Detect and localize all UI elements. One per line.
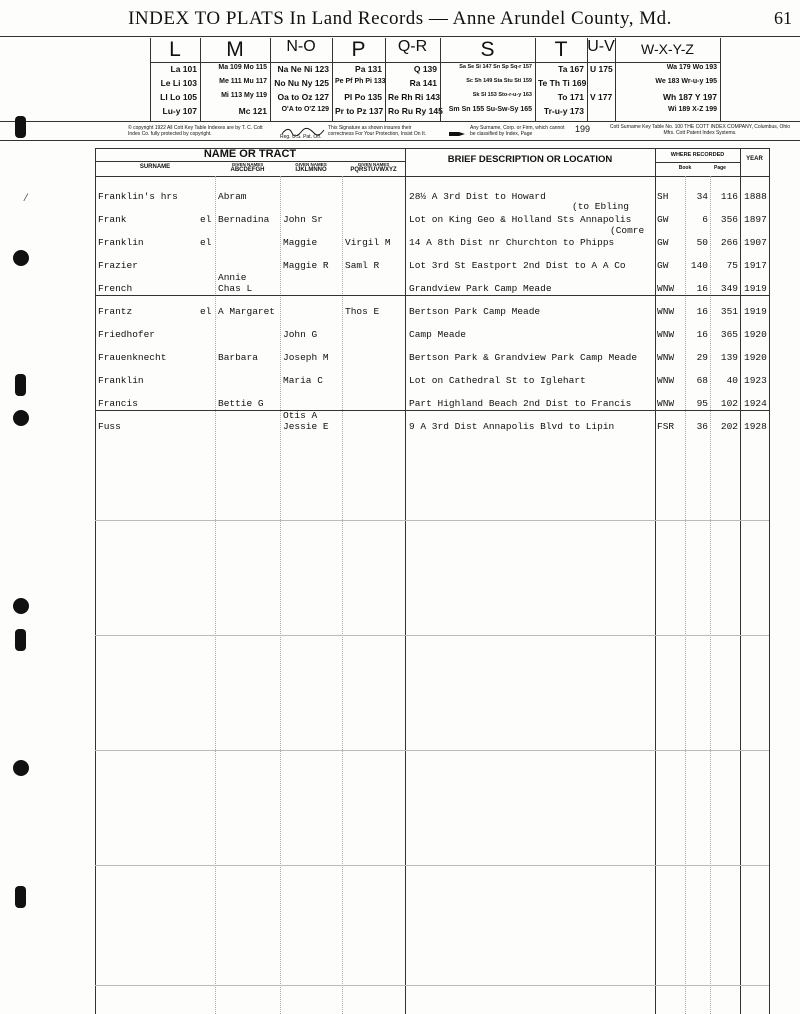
year-cell: 1907 xyxy=(744,237,767,248)
description-cell: Camp Meade xyxy=(409,329,467,340)
given-abcdefgh-upper-cell: Annie xyxy=(218,272,247,283)
given-ijklmnno-cell: Joseph M xyxy=(283,352,329,363)
tab-key: Sc Sh 149 Sta Stu Sti 159 xyxy=(466,78,532,84)
liber-cell: WNW xyxy=(657,375,675,386)
given-pqrstuvwxyz-cell: Saml R xyxy=(345,260,380,271)
company-notice: Cott Surname Key Table No. 100 THE COTT INDEX COMPANY, Columbus, Ohio Mfrs. Cott Patent Index Systems. xyxy=(609,124,791,136)
description-cell: Bertson Park & Grandview Park Camp Meade xyxy=(409,352,638,363)
tab-key: Oa to Oz 127 xyxy=(277,92,329,102)
tab-key: Pe Pf Ph Pi 133 xyxy=(335,78,386,85)
description-header: BRIEF DESCRIPTION OR LOCATION xyxy=(447,154,613,165)
year-cell: 1919 xyxy=(744,306,767,317)
letter-tab-u-v: U-V xyxy=(587,38,615,55)
page-number: 61 xyxy=(774,8,792,28)
page-cell: 356 xyxy=(720,214,738,225)
guide-g3 xyxy=(342,176,343,1014)
book-cell: 50 xyxy=(696,237,708,248)
guide-book xyxy=(685,176,686,1014)
tab-key: V 177 xyxy=(590,92,613,102)
tab-key: Re Rh Ri 143 xyxy=(388,92,440,102)
description-cell: Lot 3rd St Eastport 2nd Dist to A A Co xyxy=(409,260,626,271)
liber-cell: WNW xyxy=(657,329,675,340)
book-cell: 140 xyxy=(690,260,708,271)
surname-header: SURNAME xyxy=(139,164,171,170)
tab-key: Q 139 xyxy=(413,64,437,74)
tab-key: To 171 xyxy=(557,92,584,102)
tab-key: Le Li 103 xyxy=(160,78,197,88)
letter-tab-p: P xyxy=(351,38,366,61)
row-underline xyxy=(95,410,769,411)
given-ijklmnno-cell: Jessie E xyxy=(283,421,329,432)
given-abcdefgh-cell: Bettie G xyxy=(218,398,264,409)
given-names-pqrstuvwxyz: PQRSTUVWXYZ xyxy=(350,167,397,173)
binder-slot xyxy=(15,374,26,396)
guide-g2 xyxy=(280,176,281,1014)
margin-mark: / xyxy=(24,190,28,204)
letter-tab-t: T xyxy=(554,38,568,61)
given-names-label-1: GIVEN NAMES xyxy=(231,162,264,167)
tab-key: La 101 xyxy=(170,64,197,74)
page-cell: 40 xyxy=(726,375,738,386)
binder-slot xyxy=(15,886,26,908)
letter-tab-m: M xyxy=(226,38,244,61)
book-cell: 36 xyxy=(696,421,708,432)
given-pqrstuvwxyz-cell: Virgil M xyxy=(345,237,391,248)
letter-tab-l: L xyxy=(169,38,181,61)
description-cell: Lot on King Geo & Holland Sts Annapolis xyxy=(409,214,632,225)
row-underline xyxy=(95,295,769,296)
tab-key: Me 111 Mu 117 xyxy=(219,78,267,85)
given-names-label-2: GIVEN NAMES xyxy=(295,162,327,167)
book-header: Book xyxy=(678,165,692,171)
section-rule xyxy=(95,750,769,751)
book-cell: 68 xyxy=(696,375,708,386)
tab-key: Lu-y 107 xyxy=(162,106,197,116)
liber-cell: GW xyxy=(657,214,669,225)
description-cell: 9 A 3rd Dist Annapolis Blvd to Lipin xyxy=(409,421,615,432)
liber-cell: FSR xyxy=(657,421,675,432)
tab-key: O'A to O'Z 129 xyxy=(281,106,329,113)
tab-divider xyxy=(720,38,721,121)
tab-key: Te Th Ti 169 xyxy=(538,78,587,88)
tab-key: Mi 113 My 119 xyxy=(221,92,267,99)
tab-key: Pr to Pz 137 xyxy=(335,106,384,116)
page-cell: 365 xyxy=(720,329,738,340)
description-continuation-cell: (to Ebling xyxy=(572,201,630,212)
tab-key: Ma 109 Mo 115 xyxy=(218,64,267,71)
given-ijklmnno-cell: John G xyxy=(283,329,318,340)
tab-key: Na Ne Ni 123 xyxy=(277,64,329,74)
any-surname-page: 199 xyxy=(575,124,591,134)
surname-cell: Frauenknecht xyxy=(98,352,167,363)
tab-key: Sm Sn 155 Su-Sw-Sy 165 xyxy=(448,106,532,113)
pointing-hand-icon xyxy=(449,125,467,143)
description-cell: Bertson Park Camp Meade xyxy=(409,306,541,317)
tab-key: Ro Ru Ry 145 xyxy=(388,106,443,116)
surname-cell: Frank xyxy=(98,214,127,225)
liber-cell: WNW xyxy=(657,398,675,409)
surname-cell: Friedhofer xyxy=(98,329,156,340)
year-cell: 1919 xyxy=(744,283,767,294)
page-header: Page xyxy=(714,165,726,171)
tab-rule xyxy=(150,62,720,63)
tab-key: Wi 189 X-Z 199 xyxy=(668,106,717,113)
binder-hole xyxy=(13,250,29,266)
book-cell: 29 xyxy=(696,352,708,363)
page-cell: 202 xyxy=(720,421,738,432)
year-cell: 1928 xyxy=(744,421,767,432)
description-cell: 28½ A 3rd Dist to Howard xyxy=(409,191,546,202)
tab-key: Pa 131 xyxy=(355,64,382,74)
year-cell: 1897 xyxy=(744,214,767,225)
surname-cell: Frazier xyxy=(98,260,138,271)
given-ijklmnno-cell: Maria C xyxy=(283,375,323,386)
letter-tab-n-o: N-O xyxy=(286,38,316,55)
binder-hole xyxy=(13,410,29,426)
given-abcdefgh-cell: Bernadina xyxy=(218,214,270,225)
section-rule xyxy=(95,635,769,636)
liber-cell: GW xyxy=(657,237,669,248)
guide-page xyxy=(710,176,711,1014)
year-cell: 1924 xyxy=(744,398,767,409)
key-table-bottom-rule xyxy=(0,121,800,122)
copyright-notice: © copyright 1922 All Cott Key Table Indexes are by T. C. Cott Index Co. fully protected by copyright. xyxy=(128,125,263,137)
surname-cell: French xyxy=(98,283,133,294)
description-cell: Part Highland Beach 2nd Dist to Francis xyxy=(409,398,632,409)
given-prefix-cell: el xyxy=(200,214,212,225)
letter-tab-w-x-y-z: W-X-Y-Z xyxy=(641,41,694,57)
tab-key: Sa Se Si 147 Sn Sp Sq-r 157 xyxy=(459,64,532,70)
any-surname-notice: Any Surname, Corp. or Firm, which cannot be classified by Index, Page xyxy=(470,125,565,137)
book-cell: 34 xyxy=(696,191,708,202)
section-rule xyxy=(95,865,769,866)
page-cell: 266 xyxy=(720,237,738,248)
description-cell: Grandview Park Camp Meade xyxy=(409,283,552,294)
tab-key: Pl Po 135 xyxy=(344,92,382,102)
liber-cell: SH xyxy=(657,191,669,202)
surname-cell: Franklin's hrs xyxy=(98,191,178,202)
given-prefix-cell: el xyxy=(200,306,212,317)
name-or-tract-header: NAME OR TRACT xyxy=(203,148,297,160)
liber-cell: WNW xyxy=(657,352,675,363)
tab-key: Ra 141 xyxy=(409,78,437,88)
notice-bottom-rule xyxy=(0,140,800,141)
surname-cell: Frantz xyxy=(98,306,133,317)
section-rule xyxy=(95,520,769,521)
book-cell: 95 xyxy=(696,398,708,409)
given-pqrstuvwxyz-cell: Thos E xyxy=(345,306,380,317)
year-cell: 1923 xyxy=(744,375,767,386)
page-cell: 351 xyxy=(720,306,738,317)
given-abcdefgh-cell: Barbara xyxy=(218,352,258,363)
book-cell: 6 xyxy=(702,214,708,225)
page-cell: 102 xyxy=(720,398,738,409)
given-prefix-cell: el xyxy=(200,237,212,248)
binder-hole xyxy=(13,760,29,776)
given-names-label-3: GIVEN NAMES xyxy=(357,162,390,167)
surname-cell: Franklin xyxy=(98,375,144,386)
header-rule xyxy=(0,36,800,37)
tab-key: Mc 121 xyxy=(238,106,267,116)
tab-key: Ta 167 xyxy=(558,64,584,74)
book-cell: 16 xyxy=(696,283,708,294)
right-border xyxy=(769,148,770,1014)
tab-key: We 183 Wr-u-y 195 xyxy=(655,78,717,85)
guide-g1 xyxy=(215,176,216,1014)
tab-key: No Nu Ny 125 xyxy=(274,78,329,88)
year-cell: 1917 xyxy=(744,260,767,271)
description-cell: 14 A 8th Dist nr Churchton to Phipps xyxy=(409,237,615,248)
section-rule xyxy=(95,985,769,986)
surname-cell: Franklin xyxy=(98,237,144,248)
description-continuation-cell: (Comre xyxy=(610,225,645,236)
cott-signature xyxy=(280,124,326,134)
liber-cell: WNW xyxy=(657,283,675,294)
given-abcdefgh-cell: Chas L xyxy=(218,283,253,294)
tab-key: U 175 xyxy=(590,64,613,74)
given-ijklmnno-cell: Maggie xyxy=(283,237,318,248)
letter-tab-s: S xyxy=(480,38,495,61)
where-recorded-header: WHERE RECORDED xyxy=(670,152,725,158)
tab-key: Wa 179 Wo 193 xyxy=(666,64,717,71)
surname-cell: Fuss xyxy=(98,421,121,432)
recorded-head-rule xyxy=(655,162,740,163)
binder-slot xyxy=(15,629,26,651)
year-header: YEAR xyxy=(746,156,763,162)
page-cell: 116 xyxy=(720,191,738,202)
letter-tab-q-r: Q-R xyxy=(397,38,428,55)
surname-cell: Francis xyxy=(98,398,138,409)
binder-hole xyxy=(13,598,29,614)
year-cell: 1920 xyxy=(744,329,767,340)
given-names-ijklmnno: IJKLMNNO xyxy=(295,167,327,173)
liber-cell: WNW xyxy=(657,306,675,317)
page-cell: 349 xyxy=(720,283,738,294)
book-cell: 16 xyxy=(696,329,708,340)
protection-notice: This Signature as shown insures their correctness For Your Protection, Insist On It. xyxy=(328,125,427,137)
tab-key: Ll Lo 105 xyxy=(160,92,197,102)
given-ijklmnno-cell: Maggie R xyxy=(283,260,329,271)
given-ijklmnno-upper-cell: Otis A xyxy=(283,410,318,421)
liber-cell: GW xyxy=(657,260,669,271)
col-head-bottom-rule xyxy=(95,176,769,177)
book-cell: 16 xyxy=(696,306,708,317)
page-cell: 75 xyxy=(726,260,738,271)
given-abcdefgh-cell: Abram xyxy=(218,191,247,202)
given-names-abcdefgh: ABCDEFGH xyxy=(230,167,265,173)
given-ijklmnno-cell: John Sr xyxy=(283,214,323,225)
tab-key: Tr-u-y 173 xyxy=(543,106,584,116)
binder-slot xyxy=(15,116,26,138)
tab-key: Sk Sl 153 Sto-r-u-y 163 xyxy=(472,92,532,98)
description-cell: Lot on Cathedral St to Iglehart xyxy=(409,375,586,386)
page-cell: 139 xyxy=(720,352,738,363)
trademark-notice: Reg. U.S. Pat. Off. xyxy=(280,134,322,140)
year-cell: 1920 xyxy=(744,352,767,363)
year-cell: 1888 xyxy=(744,191,767,202)
tab-key: Wh 187 Y 197 xyxy=(662,92,717,102)
given-abcdefgh-cell: A Margaret xyxy=(218,306,276,317)
page-title: INDEX TO PLATS In Land Records — Anne Arundel County, Md. xyxy=(128,8,672,29)
